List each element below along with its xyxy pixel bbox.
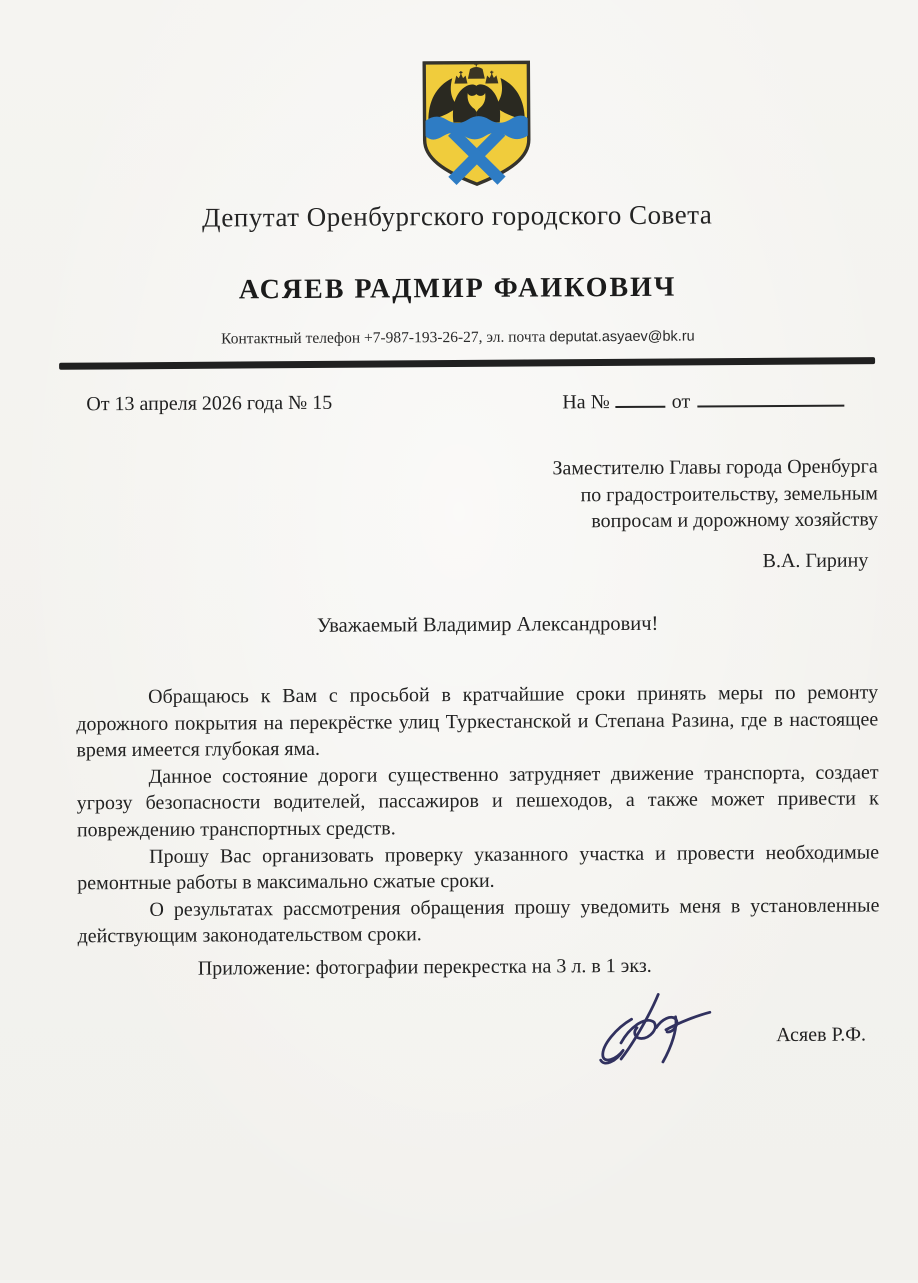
addressee-name: В.А. Гирину xyxy=(763,547,879,574)
contact-email: deputat.asyaev@bk.ru xyxy=(549,329,694,346)
incoming-prefix: На № xyxy=(562,391,610,413)
letter-body xyxy=(76,679,880,950)
outgoing-reference: От 13 апреля 2026 года № 15 xyxy=(86,392,332,417)
organization-line: Депутат Оренбургского городского Совета xyxy=(0,198,916,235)
signer-name: Асяев Р.Ф. xyxy=(776,1024,866,1048)
orenburg-coat-of-arms-icon xyxy=(418,57,535,193)
body-paragraph: Прошу Вас организовать проверку указанного участка и провести необходимые ремонтные работы в максимально сжатые сроки. xyxy=(77,839,879,897)
salutation: Уважаемый Владимир Александрович! xyxy=(29,611,918,640)
body-paragraph: Данное состояние дороги существенно затрудняет движение транспорта, создает угрозу безопасности водителей, пассажиров и пешеходов, а также может привести к повреждению транспортных средств. xyxy=(77,759,879,844)
body-paragraph: Обращаюсь к Вам с просьбой в кратчайшие сроки принять меры по ремонту дорожного покрытия на перекрёстке улиц Туркестанской и Степана Разина, где в настоящее время имеется глубокая яма. xyxy=(76,679,878,764)
incoming-separator: от xyxy=(672,391,691,413)
separator-rule xyxy=(59,357,875,370)
incoming-reference xyxy=(562,389,844,415)
river-band xyxy=(425,116,527,140)
addressee-block xyxy=(458,453,879,576)
incoming-number-blank xyxy=(616,390,666,408)
handwritten-signature xyxy=(595,990,713,1069)
contact-text: Контактный телефон +7-987-193-26-27, эл. почта xyxy=(221,328,549,347)
contact-line xyxy=(0,326,917,350)
reference-row xyxy=(0,388,917,394)
deputy-name-heading: АСЯЕВ РАДМИР ФАИКОВИЧ xyxy=(0,270,917,308)
addressee-line: Заместителю Главы города Оренбурга xyxy=(458,453,878,482)
addressee-line: по градостроительству, земельным xyxy=(458,480,878,509)
body-paragraph: О результатах рассмотрения обращения прошу уведомить меня в установленные действующим законодательством сроки. xyxy=(77,892,879,950)
attachment-line: Приложение: фотографии перекрестка на 3 л. в 1 экз. xyxy=(198,955,652,981)
addressee-line: вопросам и дорожному хозяйству xyxy=(458,506,878,535)
incoming-date-blank xyxy=(697,389,844,408)
